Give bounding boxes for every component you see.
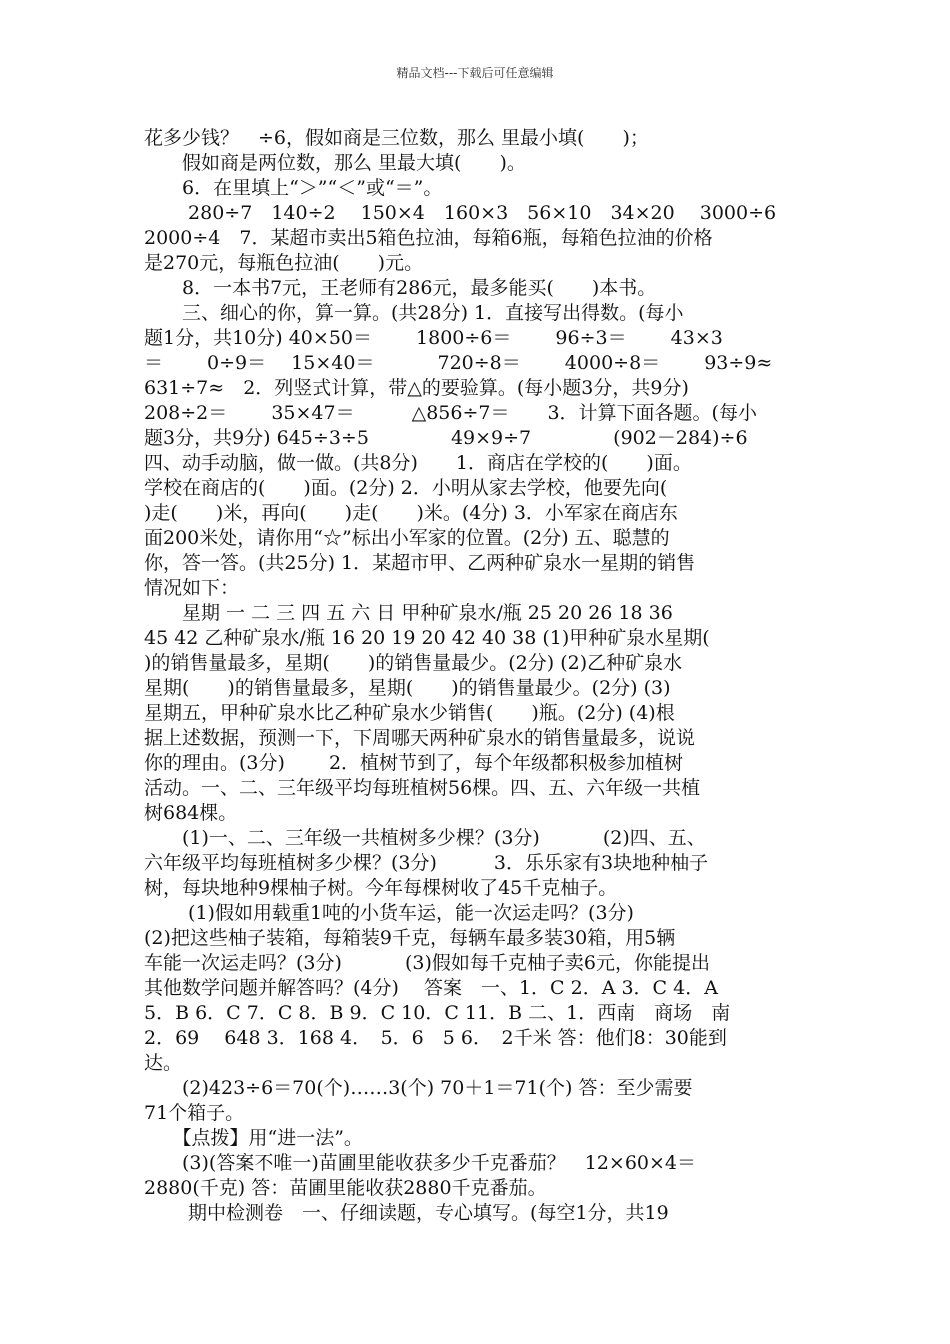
text-line: 208÷2＝ 35×47＝ △856÷7＝ 3．计算下面各题。(每小 [144,402,757,424]
text-line: 2000÷4 7．某超市卖出5箱色拉油，每箱6瓶，每箱色拉油的价格 [144,227,713,249]
text-line: 题1分，共10分) 40×50＝ 1800÷6＝ 96÷3＝ 43×3 [144,327,723,349]
text-line: 树，每块地种9棵柚子树。今年每棵树收了45千克柚子。 [144,877,618,899]
text-line: 你，答一答。(共25分) 1．某超市甲、乙两种矿泉水一星期的销售 [144,552,696,574]
text-line: 四、动手动脑，做一做。(共8分) 1．商店在学校的( )面。 [144,452,692,474]
text-line: 你的理由。(3分) 2．植树节到了，每个年级都积极参加植树 [144,752,684,774]
text-line: 5．B 6．C 7．C 8．B 9．C 10．C 11．B 二、1．西南 商场 南 [144,1002,731,1024]
text-line: 其他数学问题并解答吗？(4分) 答案 一、1．C 2．A 3．C 4．A [144,977,718,999]
text-line: 星期 一 二 三 四 五 六 日 甲种矿泉水/瓶 25 20 26 18 36 [144,602,673,624]
text-line: (1)一、二、三年级一共植树多少棵？(3分) (2)四、五、 [144,827,706,849]
text-line: 是270元，每瓶色拉油( )元。 [144,252,424,274]
text-line: 题3分，共9分) 645÷3÷5 49×9÷7 (902－284)÷6 [144,427,748,449]
text-line: )走( )米，再向( )走( )米。(4分) 3．小军家在商店东 [144,502,678,524]
text-line: (2)423÷6＝70(个)……3(个) 70＋1＝71(个) 答：至少需要 [144,1077,693,1099]
text-line: (3)(答案不唯一)苗圃里能收获多少千克番茄？ 12×60×4＝ [144,1152,697,1174]
text-line: (1)假如用载重1吨的小货车运，能一次运走吗？(3分) [144,902,634,924]
text-line: 学校在商店的( )面。(2分) 2．小明从家去学校，他要先向( [144,477,668,499]
text-line: 据上述数据，预测一下，下周哪天两种矿泉水的销售量最多，说说 [144,727,696,749]
text-line: 71个箱子。 [144,1102,245,1124]
text-line: 星期( )的销售量最多，星期( )的销售量最少。(2分) (3) [144,677,671,699]
text-line: 活动。一、二、三年级平均每班植树56棵。四、五、六年级一共植 [144,777,701,799]
text-line: (2)把这些柚子装箱，每箱装9千克，每辆车最多装30箱，用5辆 [144,927,676,949]
text-line: 8．一本书7元，王老师有286元，最多能买( )本书。 [144,277,657,299]
text-line: ＝ 0÷9＝ 15×40＝ 720÷8＝ 4000÷8＝ 93÷9≈ [144,352,773,374]
text-line: 星期五，甲种矿泉水比乙种矿泉水少销售( )瓶。(2分) (4)根 [144,702,675,724]
text-line: 2．69 648 3．168 4． 5．6 5 6． 2千米 答：他们8：30能到 [144,1027,727,1049]
text-line: 【点拨】用“进一法”。 [144,1127,363,1149]
text-line: 花多少钱？ ÷6，假如商是三位数，那么 里最小填( )； [144,127,649,149]
text-line: 车能一次运走吗？(3分) (3)假如每千克柚子卖6元，你能提出 [144,952,710,974]
text-line: 假如商是两位数，那么 里最大填( )。 [144,152,526,174]
page-header: 精品文档---下载后可任意编辑 [396,66,554,80]
text-line: 三、细心的你，算一算。(共28分) 1．直接写出得数。(每小 [144,302,684,324]
text-line: )的销售量最多，星期( )的销售量最少。(2分) (2)乙种矿泉水 [144,652,683,674]
text-line: 45 42 乙种矿泉水/瓶 16 20 19 20 42 40 38 (1)甲种矿泉水星期( [144,627,710,649]
text-line: 情况如下： [144,577,240,599]
text-line: 631÷7≈ 2．列竖式计算，带△的要验算。(每小题3分，共9分) [144,377,689,399]
text-line: 面200米处，请你用“☆”标出小军家的位置。(2分) 五、聪慧的 [144,527,670,549]
text-line: 6．在里填上“＞”“＜”或“＝”。 [144,177,443,199]
text-line: 六年级平均每班植树多少棵？(3分) 3．乐乐家有3块地种柚子 [144,852,709,874]
text-line: 2880(千克) 答：苗圃里能收获2880千克番茄。 [144,1177,547,1199]
text-line: 树684棵。 [144,802,238,824]
text-line: 280÷7 140÷2 150×4 160×3 56×10 34×20 3000÷6 [144,202,777,224]
text-line: 期中检测卷 一、仔细读题，专心填写。(每空1分，共19 [144,1202,669,1224]
text-line: 达。 [144,1052,183,1074]
